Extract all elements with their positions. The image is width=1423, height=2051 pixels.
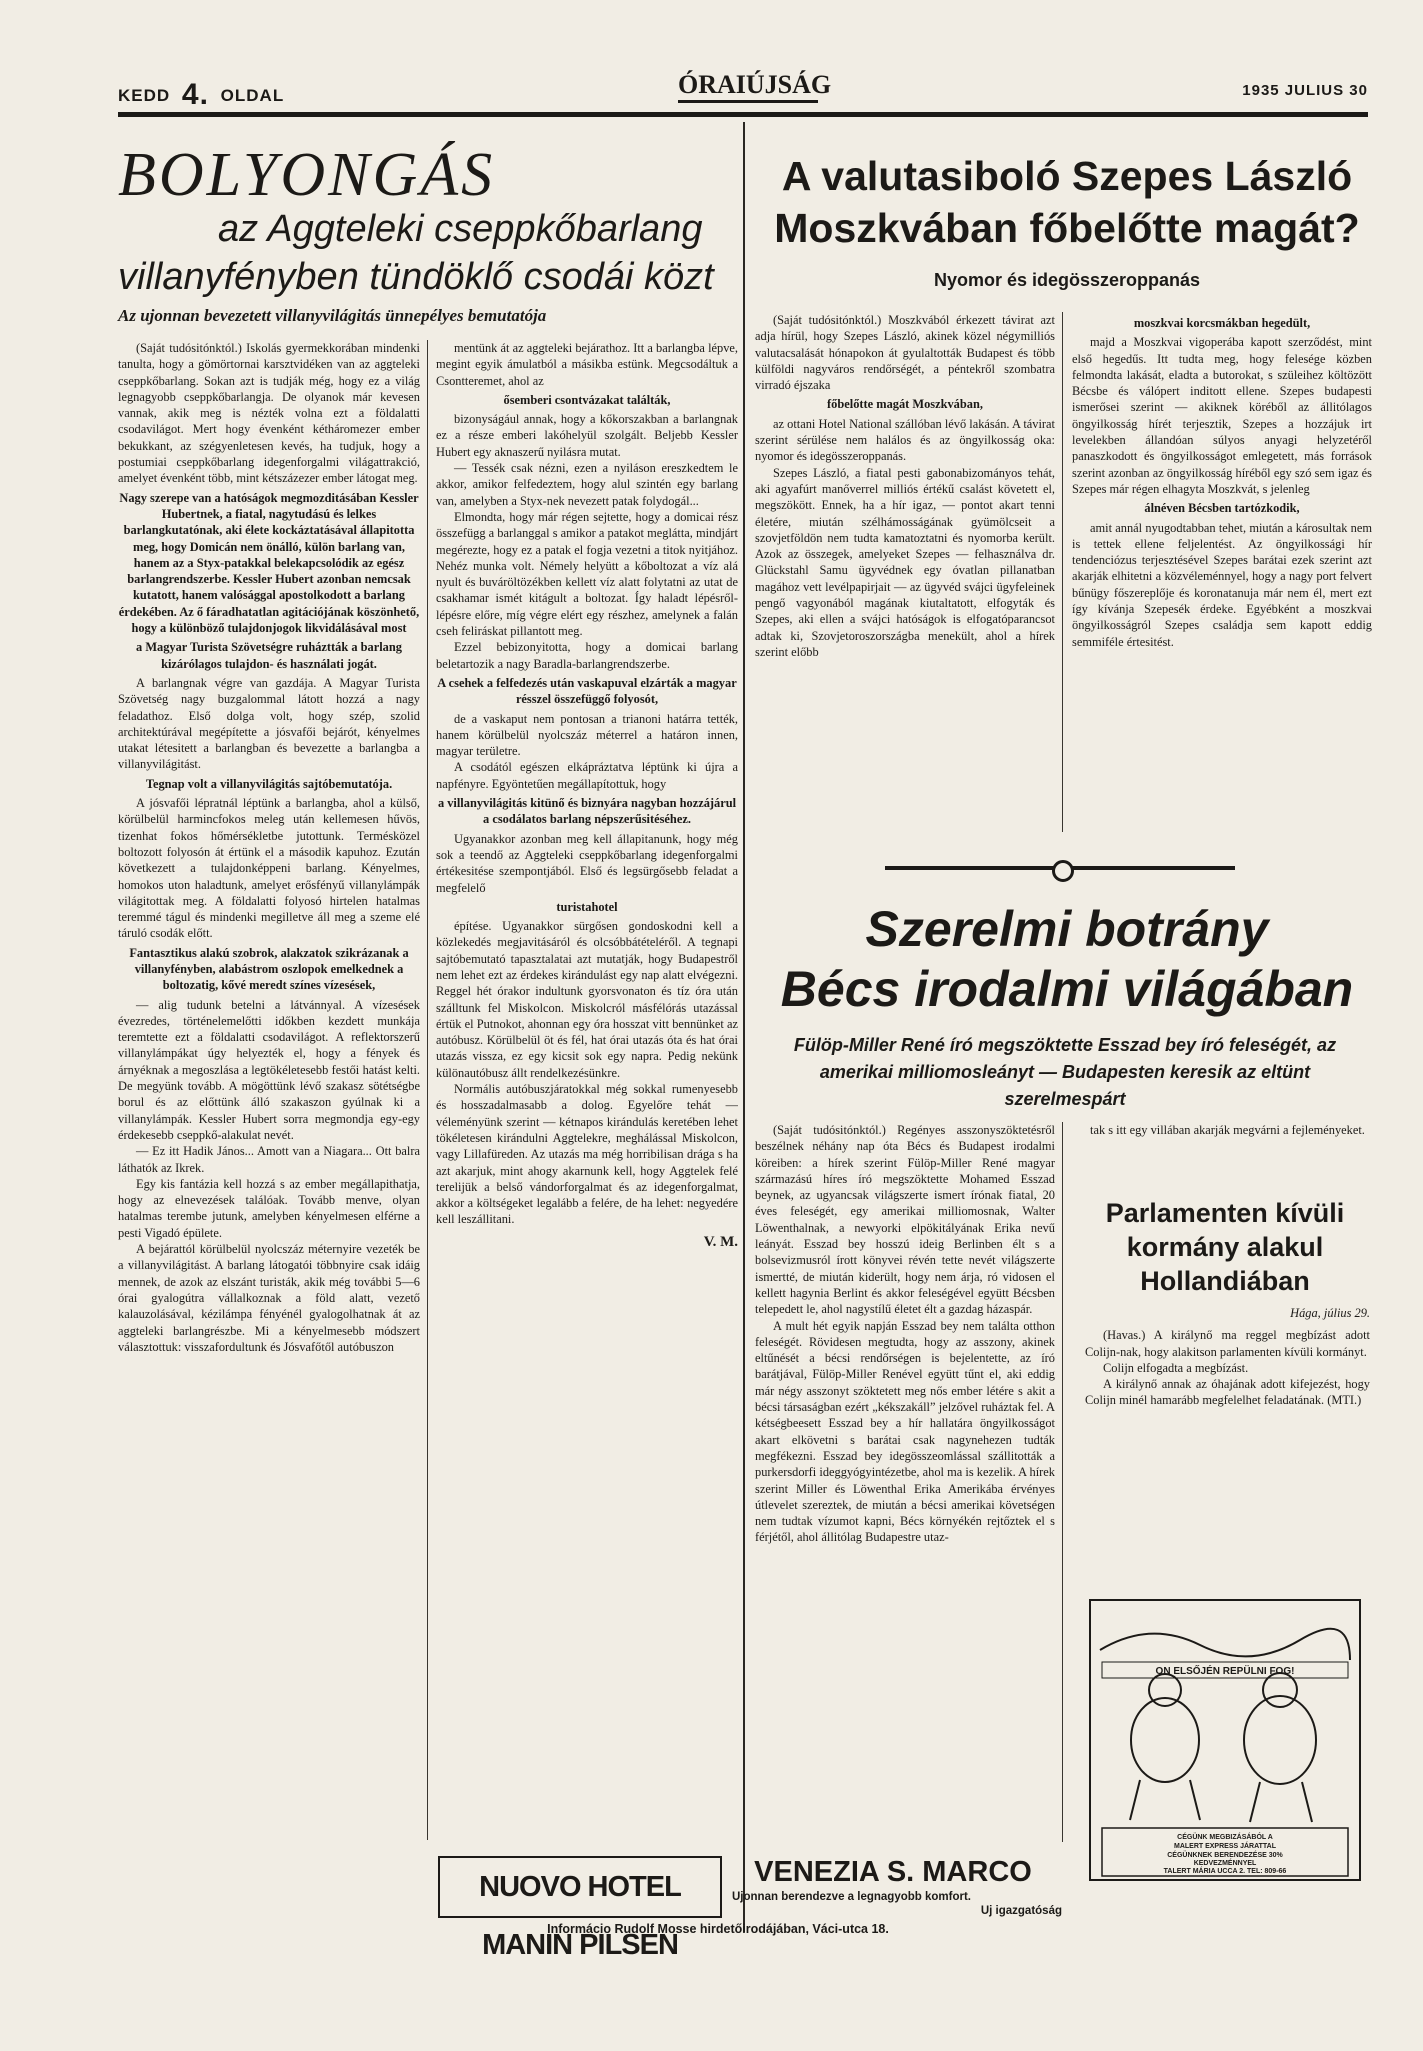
advert-venezia-line: Uj igazgatóság [980,1905,1062,1917]
paragraph: Elmondta, hogy már régen sejtette, hogy a domicai rész összefügg a barlanggal s amikor a patakot meglátta, mindjárt megérezte, hogy ez a patak el fogja vezetni a titok nyitjához. Nehéz munka volt. Némely helyütt a kőboltozat a víz alá nyult és buváröltözékben kellett víz alatt folytatni az utat de csakhamar ismét kitágult a boltozat. Így haladt lépésről-lépésre előre, míg végre elért egy részhez, amelynek a falán cseh feliráskat pillantott meg. [436,509,738,639]
bolyongas-column-2 [436,340,738,1845]
valuta-headline [752,150,1382,254]
masthead [118,70,1368,110]
paragraph: bizonyságául annak, hogy a kőkorszakban a barlangnak ez a része emberi lakóhelyül szolgált. Beljebb Kessler Hubert egy aknaszerű nyilásra mutat. [436,412,738,459]
subhead: moszkvai korcsmákban hegedült, [1133,316,1311,330]
subhead: főbelőtte magát Moszkvában, [827,397,983,412]
paragraph: Szepes László, a fiatal pesti gabonabizományos tehát, aki agyafúrt manőverrel milliós értékű csalást követett el, megszökött. Ennek, ha a hír igaz, — pontot akart tenni életére, miután szélhámosságának gyümölcseit a szovjetföldön nem tudta kamatoztatni és nyomorba került. Azok az összegek, amelyeket Szepes — felhasználva dr. Glückstahl Samu ügyvédnek egy óvatlan pillanatban magához vett levélpapirjait — az ügyvéd svájci ügyfeleinek pengő vagyonából magának kiutaltatott, elfogyták és Szepes, aki ellen a svájci hatóságok is elfogatóparancsot adtak ki, Szovjetoroszországba menekült, ahol a hírek szerint előbb [755,465,1055,659]
paragraph: A csodától egészen elkápráztatva léptünk ki újra a napfényre. Egyöntetűen megállapítottuk, hogy [436,760,738,791]
paragraph: A királynő annak az óhajának adott kifejezést, hogy Colijn minél hamarább megfelelhet feladatának. (MTI.) [1085,1377,1370,1408]
subhead: Fantasztikus alakú szobrok, alakzatok szikrázanak a villanyfényben, alabástrom oszlopok emelkednek a boltozatig, kővé meredt színes vízesések, [129,945,409,993]
issue-date: 1935 JULIUS 30 [1242,82,1368,99]
paragraph: A jósvafői lépratnál léptünk a barlangba, ahol a külső, körülbelül harmincfokos meleg után kellemesen hűvös, tizenhat fokos hőmérsékletbe jutottunk. Termésközel boltozott folyosón át értünk el a második kapuhoz. Ezután következett a tulajdonképpeni barlang. Kényelmes, homokos uton haladtunk, amelyet erősfényű villanylámpák világitottak meg. A földalatti folyosó hirtelen hatalmas teremmé tágul és mindenki megilletve áll meg a szeme elé táruló csodák előtt. [118,796,420,941]
column-rule [427,340,428,1840]
advert-venezia-line: Ujonnan berendezve a legnagyobb komfort. [732,1891,971,1903]
paragraph: — Ez itt Hadik János... Amott van a Niagara... Ott balra láthatók az Ikrek. [118,1144,420,1175]
paragraph: — Tessék csak nézni, ezen a nyiláson ereszkedtem le akkor, amikor felfedeztem, hogy alul szintén egy barlang van, amelyben a Styx-nek nevezett patak folydogál... [436,461,738,508]
paragraph: építése. Ugyanakkor sürgősen gondoskodni kell a közlekedés megjavitásáról és olcsóbbátételéről. A tegnapi sajtóbemutató tapasztalatai azt mutatják, hogy Budapestről nem lehet ezt az érdekes kirándulást egy nap alatt elvégezni. Reggel hét órakor indultunk gyorsvonaton és tíz óra után szálltunk fel Miskolcon. Miskolcról másfélórás utazással értük el Putnokot, ahonnan egy óra hosszat vitt bennünket az autóbusz. Körülbelül öt és fél, hat órai utazás óta és hat órai utazás vissza, ez egy kicsit sok egy napra. Pedig nekünk különautóbusz állt rendelkezésünkre. [436,919,738,1080]
bolyongas-headline: BOLYONGÁS [118,141,496,209]
szerelmi-headline-2: Bécs irodalmi világában [780,961,1354,1017]
paragraph: Ezzel bebizonyitotta, hogy a domicai barlang beletartozik a nagy Baradla-barlangrendszerbe. [436,640,738,671]
cartoon-sign-line: CÉGÜNK MEGBIZÁSÁBÓL A [1177,1834,1273,1841]
paragraph: majd a Moszkvai vigoperába kapott szerződést, mint első hegedűs. Itt tudta meg, hogy felesége közben felmondta lakását, eladta a butorokat, s szüleihez költözött Bécsbe és válópert inditott ellene. Szepes budapesti ismerősei szerint — akiknek köréből az állitólagos öngyilkosság hírét terjesztik, Szepes a hozzájuk irt levelekben állandóan súlyos anyagi helyzetéről panaszkodott és öngyilkosságot emlegetett, más források szerint azonban az öngyilkosság híréből egy szó sem igaz és Szepes már régen elhagyta Moszkvát, s jelenleg [1072,335,1372,496]
column-rule [1062,312,1063,832]
advert-venezia-text [732,1890,1062,1918]
advert-venezia: VENEZIA S. MARCO [754,1856,1032,1888]
bolyongas-column-1 [118,340,420,1925]
paragraph: (Saját tudósitónktól.) Regényes asszonyszöktetésről beszélnek néhány nap óta Bécs és Budapest irodalmi köreiben: a hírek szerint Fülöp-Miller René magyar származású híres író megszöktette Mohamed Esszad beynek, az ugyancsak világszerte ismert írónak fiatal, 20 éves feleségét, egy amerikai milliomosnak, Walter Löwenthalnak, a newyorki elpökitályának Erika nevű leányát. Esszad bey hosszú ideig Berlinben élt s a bolsevizmusról írott könyvei révén tette nevét világszerte ismertté, de miután kiderült, hogy nem árja, ró vidosen el kellett hagynia Berlint és akkor feleségével együtt Bécsben telepedett le, ahol nagystílű életet élt a gazdag házaspár. [755,1123,1055,1317]
bolyongas-subheadline-2: villanyfényben tündöklő csodái közt [118,256,714,298]
paragraph: (Havas.) A királynő ma reggel megbízást adott Colijn-nak, hogy alakitson parlamenten kívüli kormányt. [1085,1328,1370,1359]
cartoon-sign-line: CÉGÜNKNEK BERENDEZÉSE 30% [1167,1852,1283,1859]
valuta-column-1 [755,312,1055,847]
advert-cartoon [1080,1590,1370,1890]
cartoon-sign-line: MALERT EXPRESS JÁRATTAL [1173,1843,1277,1850]
subhead: álnéven Bécsben tartózkodik, [1144,501,1300,516]
page-label: OLDAL [220,86,285,105]
cartoon-banner: ON ELSŐJÉN REPÜLNI FOG! [1155,1666,1295,1677]
paragraph: tak s itt egy villában akarják megvárni a fejleményeket. [1090,1123,1365,1137]
top-rule [118,112,1368,117]
bolyongas-subheadline-1: az Aggteleki cseppkőbarlang [218,208,703,250]
paragraph: Egy kis fantázia kell hozzá s az ember megállapithatja, hogy az elnevezések találóak. Tovább menve, olyan hatalmas terembe jutunk, amelyben kényelmesen elférne a pesti Vigadó épülete. [118,1176,420,1240]
subhead: ősemberi csontvázakat találták, [503,392,671,407]
subhead: A csehek a felfedezés után vaskapuval elzárták a magyar résszel összefüggő folyosót, [437,675,737,707]
subhead: turistahotel [556,899,618,914]
column-rule [1062,1122,1063,1842]
signature: V. M. [703,1233,738,1250]
cartoon-sign-line: KEDVEZMÉNNYEL [1193,1860,1257,1867]
szerelmi-deck: Fülöp-Miller René író megszöktette Esszad bey író feleségét, az amerikai milliomosleányt — Budapesten keresik az eltünt szerelmespárt [793,1035,1337,1109]
subhead: a Magyar Turista Szövetségre ruháztták a barlang kizárólagos tulajdon- és használati jogát. [136,640,402,671]
dateline: Hága, július 29. [1290,1306,1370,1320]
valuta-headline-1: A valutasiboló Szepes László [781,153,1353,199]
szerelmi-column-2 [1072,1122,1372,1162]
paragraph: A barlangnak végre van gazdája. A Magyar Turista Szövetség nagy buzgalommal látott hozzá a nagy feladathoz. Első dolga volt, hogy szép, szolid architektúrával megépítette a jósvafői bejárót, kényelmes utakat létesitett a barlangban és bevezette a barlangba a villanyvilágitást. [118,675,420,772]
paragraph: (Saját tudósitónktól.) Moszkvából érkezett távirat azt adja hírül, hogy Szepes László, akinek közel négymilliós valutacsalását hónapokon át gyulaltották Budapest és több külföldi nagyváros rendőrségét, a péntekről szombatra virradó éjszaka [755,313,1055,393]
bolyongas-deck: Az ujonnan bevezetett villanyvilágitás ünnepélyes bemutatója [118,306,547,325]
paragraph: amit annál nyugodtabban tehet, miután a károsultak nem is tettek ellene feljelentést. Az öngyilkossági hír tendenciózus terjesztésével Szepes barátai ezek szerint azt akarják elhitetni a közvéleménnyel, hogy a nagy port felvert bűnügy főszereplője és koronatanuja már nem él, mert ezt így kívánja Szepesék érdeke. Egyébként a moszkvai öngyilkosságról Szepes családja sem kapott eddig semmiféle értesitést. [1072,520,1372,649]
paragraph: Colijn elfogadta a megbízást. [1103,1360,1249,1375]
page-number: 4. [181,78,209,111]
paragraph: Normális autóbuszjáratokkal még sokkal rumenyesebb és hosszadalmasabb a dolog. Egyelőre tehát — véleményünk szerint — kétnapos kirándulás keretében lehet tökéletesen kirándulni Aggtelekre, meghálással Miskolcon, vagy Lillafüreden. Az utazás ma még horribilisan drága s ha azt akarjuk, mint ahogy akarnunk kell, hogy Aggtelek felé terelijük a belső vándorforgalmat és az idegenforgalmat, akkor a költségeket legalább a felére, de ha lehet: negyedére kell leszállitani. [436,1082,738,1227]
paragraph: A bejárattól körülbelül nyolcszáz méternyire vezeték be a villanyvilágitást. A barlang látogatói többnyire csak idáig mennek, de azok az elszánt turisták, akik még további 5—6 órai gyalogútra vállalkoznak a föld alatt, vezető kalauzolásával, kézilámpa fényénél gyalogolhatnak át az aggteleki barlangrészbe. Mi a kényelmesebb módszert választottuk: visszafordultunk és Jósvafőtől autóbuszon [118,1242,420,1354]
paragraph: — alig tudunk betelni a látvánnyal. A vízesések évezredes, történelemelőtti időkben kezdett munkája teremtette ezt a földalatti csodavilágot. A reflektorszerű villanylámpákat úgy helyezték el, hogy a fények és árnyéknak a megoszlása a legtökéletesebb festői hatást kelti. De megyünk tovább. A mögöttünk lévő szakasz sötétségbe borul és az előttünk álló szakaszon gyúlnak ki a villanylámpák. Kessler Hubert sorra megmondja egy-egy érdekesebb cseppkő-alakulat nevét. [118,997,420,1142]
subhead: Nagy szerepe van a hatóságok megmozditásában Kessler Hubertnek, a fiatal, nagytudású és lelkes barlangkutatónak, aki élete kockáztatásával állapitotta meg, hogy Domicán nem önálló, külön barlang van, hanem az a Styx-patakkal belekapcsolódik az egész barlangrendszerbe. Kessler Hubert azonban nemcsak kutatott, hanem valósággal apostolkodott a barlang érdekében. Az ő fáradhatatlan agitációjának köszönhető, hogy a különböző tulajdonjogok likvidálásával most [118,490,420,636]
parlament-body [1085,1305,1370,1505]
subhead: a villanyvilágitás kitünő és biznyára nagyban hozzájárul a csodálatos barlang népszerűsitéséhez. [437,796,737,827]
paragraph: az ottani Hotel National szállóban lévő lakásán. A távirat szerint sérülése nem halálos és az öngyilkosság oka: nyomor és idegösszeroppanás. [755,416,1055,464]
cartoon-sign-line: TALERT MÁRIA UCCA 2. TEL: 809-66 [1163,1868,1287,1875]
paragraph: A mult hét egyik napján Esszad bey nem találta otthon feleségét. Rövidesen megtudta, hogy az asszony, akinek eltűnését a bécsi rendőrségen is bejelentette, az író barátjával, Fülöp-Miller Renével együtt tűnt el, aki eddig már négy asszonyt szöktetett meg nős ember létére s akit a bécsi társaságban ezért „kékszakáll” jelzővel ruháztak fel. A kétségbeesett Esszad bey a hír hallatára öngyilkosságot akart elkövetni s barátai csak nagynehezen tudták megfékezni. Esszad bey idegösszeomlással szállitották a purkersdorfi ideggyógyintézetbe, ahol ma is kezelik. A hírek szerint Miller és Löwenthal Erika Amerikába érvényes útlevelet szereztek, de miután a bécsi amerikai követségen nem tudtak vízumot kapni, Bécs környékén rejtőztek el s férjétől, ahol állitólag Budapestre utaz- [755,1318,1055,1545]
szerelmi-column-1 [755,1122,1055,1847]
paragraph: (Saját tudósitónktól.) Iskolás gyermekkorában mindenki tanulta, hogy a gömörtornai karsztvidéken van az aggteleki cseppkőbarlang. Sokan azt is tudják még, hogy ez a világ legnagyobb cseppkőbarlangja. De olyanok már kevesen vannak, akik meg is nézték volna ezt a földalatti csodavilágot. Mert hogy évenként kétháromezer ember bekukkant, az szégyenletesen kevés, ha tudjuk, hogy a postumiai cseppkőbarlang idegenforgalmi világattrakció, amelyet évenként több, mint kétszázezer ember látogat meg. [118,341,420,486]
paper-logo: ÓRAIÚJSÁG [678,70,818,103]
advert-nuovo-hotel: NUOVO HOTEL MANIN PILSEN [438,1856,722,1918]
subhead: Tegnap volt a villanyvilágitás sajtóbemutatója. [145,776,393,791]
valuta-headline-2: Moszkvában főbelőtte magát? [774,205,1360,251]
masthead-left [118,78,284,112]
paragraph: Ugyanakkor azonban meg kell állapitanunk, hogy még sok a teendő az Aggteleki cseppkőbarlang idegenforgalmi értékesitése szempontjából. Első és legsürgősebb feladat a megfelelő [436,831,738,895]
center-column-rule [743,122,745,1932]
advert-footer: Informácio Rudolf Mosse hirdetőirodájában, Váci-utca 18. [547,1922,889,1936]
weekday: KEDD [118,86,171,105]
valuta-deck: Nyomor és idegösszeroppanás [933,270,1201,290]
szerelmi-headline-1: Szerelmi botrány [865,901,1269,957]
section-divider-ornament [1052,860,1074,882]
parlament-headline: Parlamenten kívüli kormány alakul Hollandiában [1105,1198,1345,1296]
valuta-column-2 [1072,312,1372,847]
paragraph: de a vaskaput nem pontosan a trianoni határra tették, hanem körülbelül nyolcszáz méterrel a határon innen, magyar területre. [436,711,738,759]
paragraph: mentünk át az aggteleki bejárathoz. Itt a barlangba lépve, megint egyik ámulatból a másikba estünk. Megcsodáltuk a Csontteremet, ahol az [436,341,738,388]
